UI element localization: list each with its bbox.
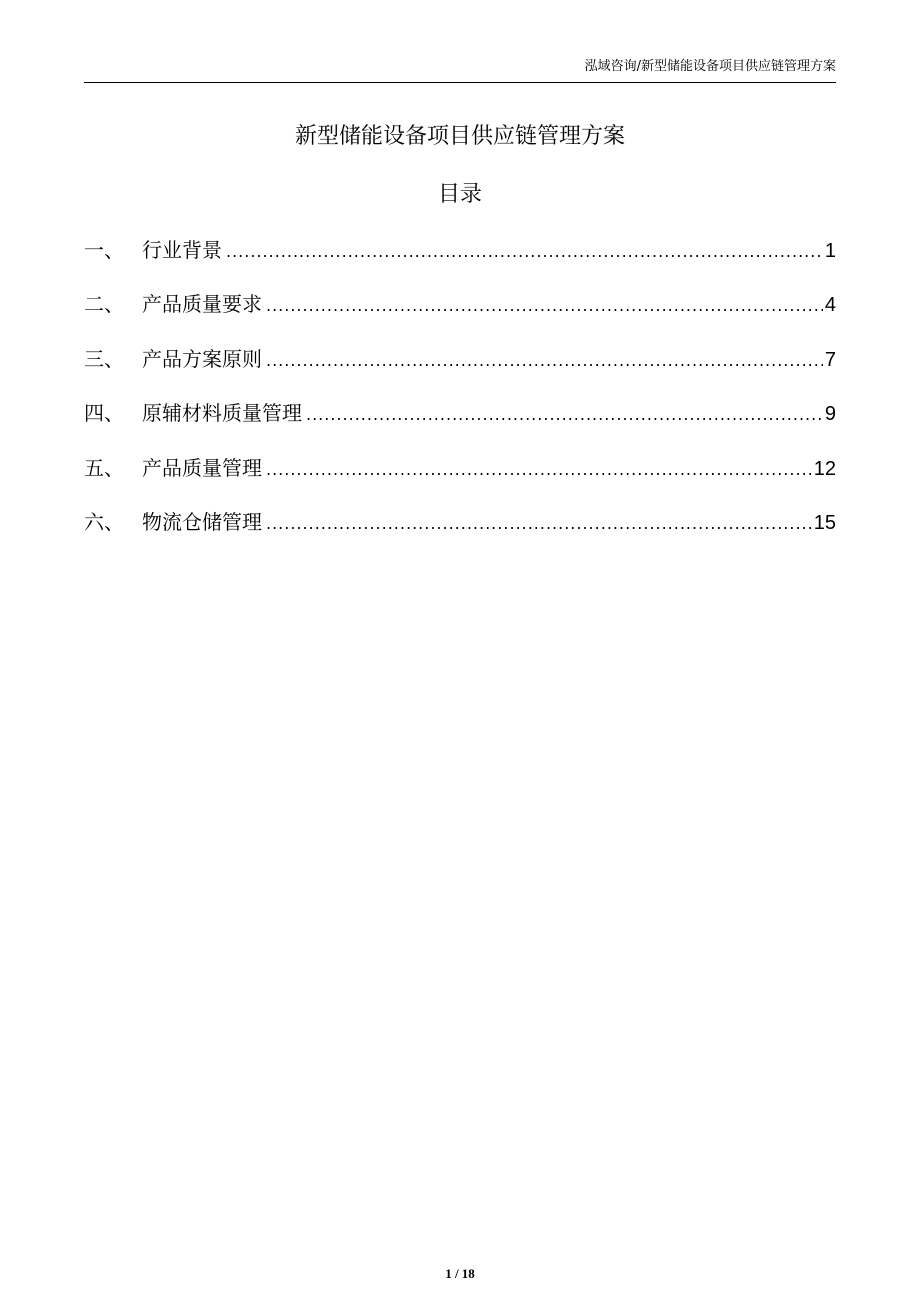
toc-entry-page: 4 <box>824 294 836 317</box>
toc-entry-product-quality-management[interactable] <box>84 453 836 507</box>
toc-entry-logistics-warehousing[interactable] <box>84 507 836 561</box>
toc-dot-leader <box>306 400 823 430</box>
toc-dot-leader <box>226 237 823 267</box>
toc-entry-label: 物流仓储管理 <box>142 509 262 534</box>
toc-entry-industry-background[interactable] <box>84 235 836 289</box>
toc-entry-number: 四、 <box>84 401 124 426</box>
toc-entry-page: 1 <box>824 240 836 262</box>
toc-entry-page: 15 <box>813 511 836 534</box>
toc-entry-number: 二、 <box>84 292 124 317</box>
toc-heading: 目录 <box>437 182 482 207</box>
page-number: 1 / 18 <box>445 1266 475 1281</box>
document-title: 新型储能设备项目供应链管理方案 <box>294 124 625 149</box>
toc-entry-number: 五、 <box>84 455 124 480</box>
toc-entry-number: 三、 <box>84 346 124 371</box>
toc-entry-label: 产品质量管理 <box>142 455 262 480</box>
table-of-contents <box>84 235 836 561</box>
toc-entry-number: 六、 <box>84 509 124 534</box>
toc-dot-leader <box>266 291 823 321</box>
toc-entry-page: 7 <box>824 348 836 371</box>
toc-entry-page: 12 <box>813 457 836 480</box>
running-header: 泓域咨询/新型储能设备项目供应链管理方案 <box>584 59 836 74</box>
toc-dot-leader <box>266 346 823 376</box>
toc-entry-label: 原辅材料质量管理 <box>142 401 302 426</box>
toc-entry-quality-requirements[interactable] <box>84 289 836 343</box>
toc-entry-page: 9 <box>824 403 836 426</box>
toc-entry-label: 产品质量要求 <box>142 292 262 317</box>
toc-entry-label: 产品方案原则 <box>142 346 262 371</box>
toc-entry-raw-material-quality[interactable] <box>84 398 836 452</box>
toc-entry-label: 行业背景 <box>142 238 222 262</box>
header-divider <box>84 82 836 83</box>
toc-entry-product-principles[interactable] <box>84 344 836 398</box>
toc-dot-leader <box>266 455 812 485</box>
toc-entry-number: 一、 <box>84 238 124 262</box>
toc-dot-leader <box>266 509 812 539</box>
